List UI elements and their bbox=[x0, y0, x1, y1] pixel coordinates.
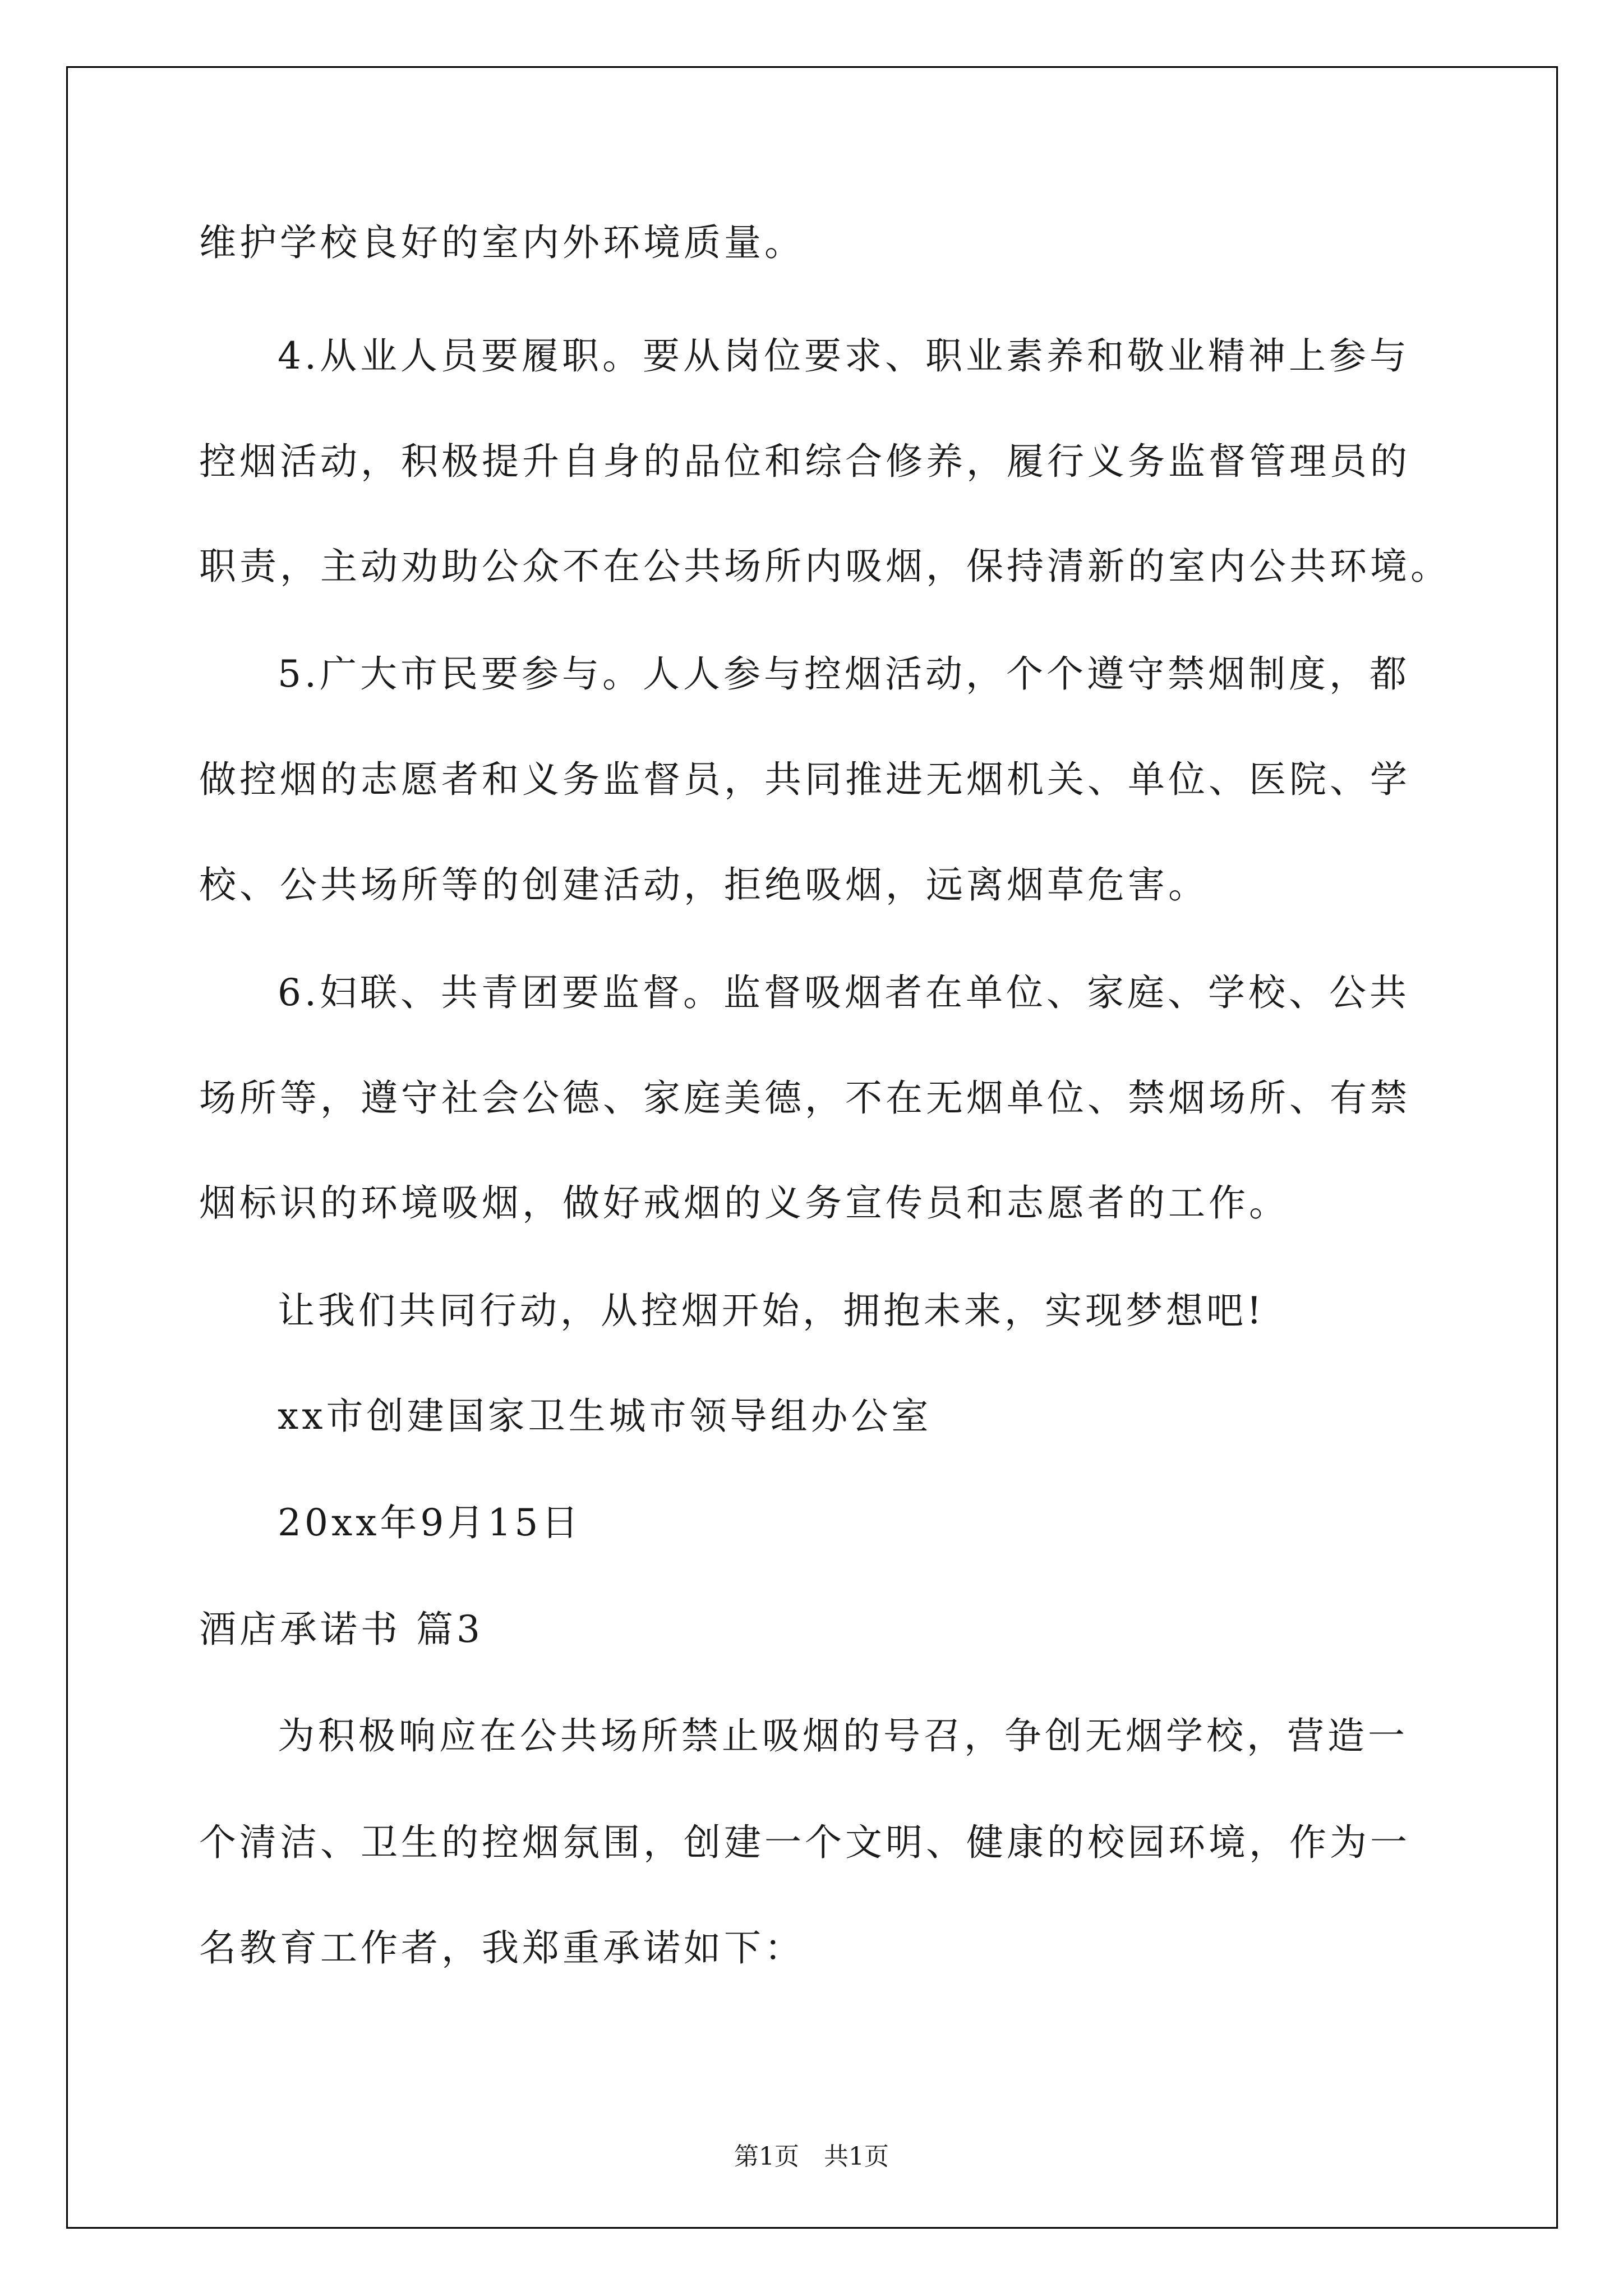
text-line: 名教育工作者，我郑重承诺如下： bbox=[199, 1926, 805, 1970]
text-line: 烟标识的环境吸烟，做好戒烟的义务宣传员和志愿者的工作。 bbox=[199, 1181, 1289, 1225]
page-footer: 第1页 共1页 bbox=[734, 2142, 889, 2171]
text-line: 个清洁、卫生的控烟氛围，创建一个文明、健康的校园环境，作为一 bbox=[199, 1821, 1410, 1864]
text-line: 校、公共场所等的创建活动，拒绝吸烟，远离烟草危害。 bbox=[199, 863, 1209, 907]
document-date: 20xx年9月15日 bbox=[278, 1501, 582, 1544]
text-line: 5.广大市民要参与。人人参与控烟活动，个个遵守禁烟制度，都 bbox=[278, 652, 1410, 696]
page-border bbox=[66, 66, 1558, 2229]
text-line: 让我们共同行动，从控烟开始，拥抱未来，实现梦想吧! bbox=[278, 1289, 1265, 1332]
text-line: 场所等，遵守社会公德、家庭美德，不在无烟单位、禁烟场所、有禁 bbox=[199, 1076, 1410, 1120]
text-line: 4.从业人员要履职。要从岗位要求、职业素养和敬业精神上参与 bbox=[278, 334, 1410, 378]
text-line: 职责，主动劝助公众不在公共场所内吸烟，保持清新的室内公共环境。 bbox=[199, 545, 1451, 588]
section-heading: 酒店承诺书 篇3 bbox=[199, 1608, 483, 1651]
text-line: 做控烟的志愿者和义务监督员，共同推进无烟机关、单位、医院、学 bbox=[199, 758, 1410, 801]
text-line: 维护学校良好的室内外环境质量。 bbox=[199, 221, 805, 264]
text-line: 控烟活动，积极提升自身的品位和综合修养，履行义务监督管理员的 bbox=[199, 440, 1410, 483]
text-line: 6.妇联、共青团要监督。监督吸烟者在单位、家庭、学校、公共 bbox=[278, 971, 1410, 1014]
text-line: 为积极响应在公共场所禁止吸烟的号召，争创无烟学校，营造一 bbox=[278, 1714, 1408, 1757]
organization-signature: xx市创建国家卫生城市领导组办公室 bbox=[278, 1395, 932, 1438]
